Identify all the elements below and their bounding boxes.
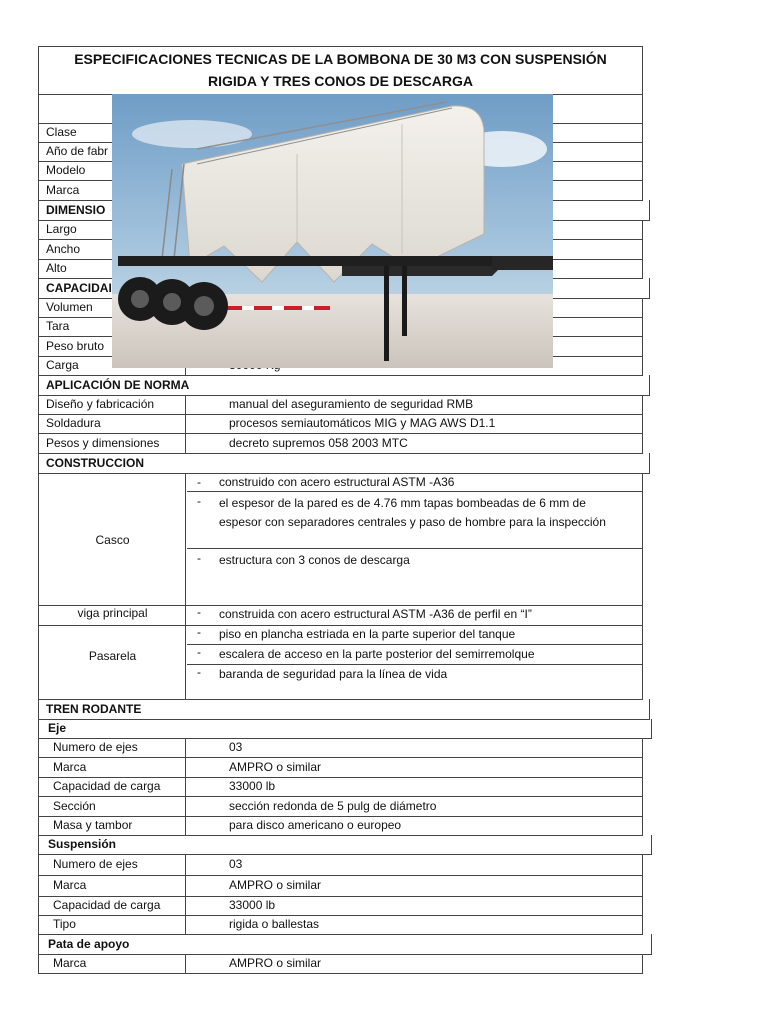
viga-bullets (187, 605, 642, 625)
table-row (38, 738, 643, 758)
section-construccion: CONSTRUCCION (38, 453, 650, 474)
bullet-text: espesor con separadores centrales y paso de hombre para la inspección (219, 515, 606, 529)
bullet-text: el espesor de la pared es de 4.76 mm tapas bombeadas de 6 mm de (219, 496, 586, 510)
row-value: para disco americano o europeo (229, 818, 402, 832)
row-value: 03 (229, 857, 243, 871)
row-label: Carga (39, 356, 186, 375)
row-label: Clase (39, 123, 186, 142)
row-label: Marca (39, 757, 186, 777)
pasarela-label-cell (39, 625, 186, 699)
row-value: 03 (229, 740, 243, 754)
row-label: Volumen (39, 298, 186, 317)
row-label: Marca (39, 875, 186, 896)
section-capacidad: CAPACIDAI (38, 278, 650, 299)
subsection-eje: Eje (38, 719, 652, 739)
bullet-dash: - (197, 551, 201, 565)
row-label: Ancho (39, 239, 186, 259)
bullet-text-block (219, 494, 634, 532)
bullet-dash: - (197, 494, 201, 508)
table-row (38, 414, 643, 434)
row-label: Modelo (39, 161, 186, 180)
subsection-suspension: Suspensión (38, 835, 652, 855)
bullet-dash: - (197, 645, 201, 659)
bullet-text: baranda de seguridad para la línea de vida (219, 667, 448, 681)
row-label: Capacidad de carga (39, 777, 186, 796)
row-label: Sección (39, 796, 186, 816)
bullet-dash: - (197, 665, 201, 679)
table-row (38, 777, 643, 797)
table-row (38, 796, 643, 817)
table-row (38, 896, 643, 916)
viga-row (38, 605, 643, 626)
bullet-text: estructura con 3 conos de descarga (219, 553, 410, 567)
table-row (38, 816, 643, 836)
table-row (38, 433, 643, 454)
row-label: Capacidad de carga (39, 896, 186, 915)
pasarela-label: Pasarela (88, 649, 137, 663)
pasarela-block (38, 625, 643, 700)
row-value: decreto supremos 058 2003 MTC (229, 436, 408, 450)
row-label: Alto (39, 259, 186, 278)
bullet-dash: - (197, 625, 201, 639)
row-label: Año de fabr (39, 142, 186, 161)
subsection-pata-apoyo: Pata de apoyo (38, 934, 652, 955)
row-value: manual del aseguramiento de seguridad RMB (229, 397, 474, 411)
row-value: AMPRO o similar (229, 760, 322, 774)
section-dimensiones: DIMENSIO (38, 200, 650, 221)
bullet-text: construida con acero estructural ASTM -A36 de perfil en “I” (219, 607, 532, 621)
viga-label-cell (39, 605, 186, 625)
list-item (187, 645, 642, 665)
row-value: 33000 lb (229, 898, 276, 912)
bullet-dash: - (197, 605, 201, 619)
section-tren-rodante: TREN RODANTE (38, 699, 650, 720)
casco-block (38, 473, 643, 606)
bullet-text: piso en plancha estriada en la parte superior del tanque (219, 627, 516, 641)
casco-label-cell (39, 473, 186, 605)
table-row (38, 854, 643, 876)
row-label: Peso bruto (39, 336, 186, 356)
list-item (187, 665, 642, 698)
list-item (187, 605, 642, 624)
bullet-text: construido con acero estructural ASTM -A36 (219, 475, 455, 489)
table-row (38, 915, 643, 935)
row-label: Pesos y dimensiones (39, 433, 186, 453)
table-row (38, 954, 643, 974)
table-row (38, 757, 643, 778)
row-label: Numero de ejes (39, 854, 186, 875)
tanker-trailer-photo (112, 94, 553, 368)
title-line-2: RIGIDA Y TRES CONOS DE DESCARGA (207, 73, 473, 89)
list-item (187, 492, 642, 549)
section-norma: APLICACIÓN DE NORMA (38, 375, 650, 396)
list-item (187, 473, 642, 492)
row-label: Largo (39, 220, 186, 239)
tanker-illustration (112, 94, 553, 368)
casco-label: Casco (95, 533, 130, 547)
row-value: procesos semiautomáticos MIG y MAG AWS D1.1 (229, 416, 496, 430)
row-label: Marca (39, 180, 186, 200)
row-label: Marca (39, 954, 186, 973)
row-label: Tipo (39, 915, 186, 934)
list-item (187, 549, 642, 605)
row-label: Tara (39, 317, 186, 336)
row-value: 33000 lb (229, 779, 276, 793)
row-value: rigida o ballestas (229, 917, 320, 931)
row-label: Masa y tambor (39, 816, 186, 835)
viga-label: viga principal (77, 606, 148, 620)
bullet-dash: - (197, 475, 201, 489)
document-title (38, 46, 643, 95)
row-label: Numero de ejes (39, 738, 186, 757)
title-line-1: ESPECIFICACIONES TECNICAS DE LA BOMBONA DE 30 M3 CON SUSPENSIÓN (74, 51, 607, 67)
row-label: Soldadura (39, 414, 186, 433)
table-row (38, 875, 643, 897)
row-value: sección redonda de 5 pulg de diámetro (229, 799, 437, 813)
bullet-text: escalera de acceso en la parte posterior del semirremolque (219, 647, 535, 661)
table-row (38, 395, 643, 415)
row-label: Diseño y fabricación (39, 395, 186, 414)
list-item (187, 625, 642, 645)
row-value: AMPRO o similar (229, 956, 322, 970)
row-value: AMPRO o similar (229, 878, 322, 892)
